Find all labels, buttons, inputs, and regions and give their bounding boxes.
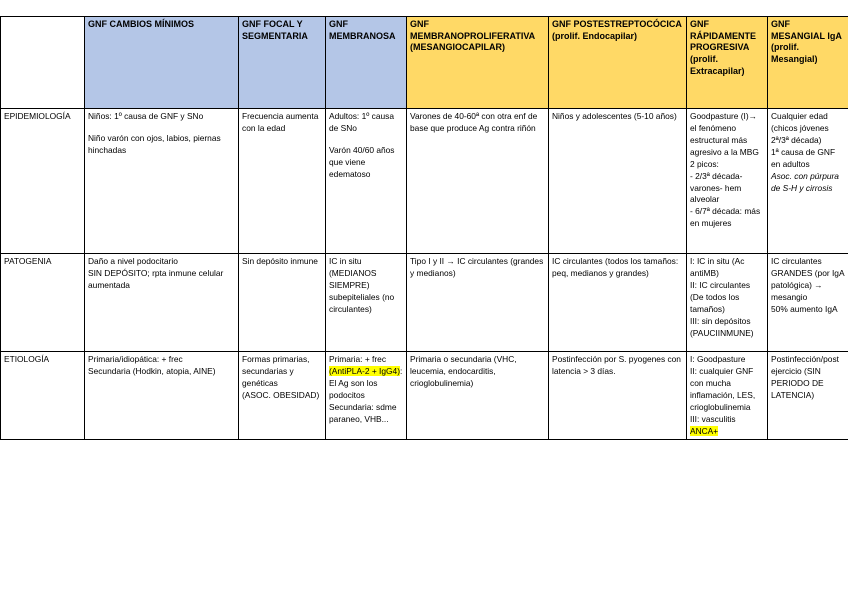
table-cell: [407, 109, 549, 254]
cell-line: Secundaria: sdme paraneo, VHB...: [329, 401, 397, 424]
cell-gap: [329, 135, 403, 145]
cell-line: I: IC in situ (Ac antiMB): [690, 256, 745, 278]
header-gnf-cambios-minimos: GNF CAMBIOS MÍNIMOS: [85, 17, 239, 109]
header-gnf-membranoproliferativa: GNF MEMBRANOPROLIFERATIVA (MESANGIOCAPILAR): [407, 17, 549, 109]
cell-gap: [88, 123, 235, 133]
table-cell: [326, 254, 407, 352]
header-gnf-membranosa: GNF MEMBRANOSA: [326, 17, 407, 109]
table-cell: [549, 352, 687, 440]
cell-line: IC in situ (MEDIANOS SIEMPRE) subepiteliales (no circulantes): [329, 256, 395, 314]
cell-line: IC circulantes GRANDES (por IgA patológica) → mesangio: [771, 256, 845, 302]
row-label-etiologia: ETIOLOGÍA: [1, 352, 85, 440]
cell-line: Formas primarias, secundarias y genéticas: [242, 354, 310, 388]
cell-line: [329, 366, 403, 402]
header-gnf-rapidamente-progresiva: GNF RÁPIDAMENTE PROGRESIVA (prolif. Extracapilar): [687, 17, 768, 109]
cell-line: 1ª causa de GNF en adultos: [771, 146, 836, 169]
cell-line: Niños y adolescentes (5-10 años): [552, 111, 677, 121]
table-cell: [239, 352, 326, 440]
cell-line: III: sin depósitos (PAUCIINMUNE): [690, 315, 754, 338]
table-cell: [407, 352, 549, 440]
highlight-anca: ANCA+: [690, 425, 719, 436]
table-row-epidemiologia: [1, 109, 848, 254]
highlight-anti-pla2: (AntiPLA-2 + IgG4): [329, 365, 400, 376]
cell-line: SIN DEPÓSITO; rpta inmune celular aumentada: [88, 267, 224, 290]
header-gnf-postestreptococica: GNF POSTESTREPTOCÓCICA (prolif. Endocapilar): [549, 17, 687, 109]
table-cell: [85, 109, 239, 254]
cell-line: (ASOC. OBESIDAD): [242, 389, 320, 400]
cell-line: - 2/3ª década- varones- hem alveolar: [690, 170, 743, 205]
cell-line: Sin depósito inmune: [242, 256, 318, 266]
table-cell: [326, 109, 407, 254]
cell-line: Goodpasture (I)→ el fenómeno estructural más agresivo a la MBG: [690, 111, 759, 157]
cell-line: Primaria o secundaria (VHC, leucemia, endocarditis, crioglobulinemia): [410, 354, 517, 388]
cell-line: Secundaria (Hodkin, atopia, AINE): [88, 365, 216, 376]
table-cell: [549, 109, 687, 254]
cell-line: - 6/7ª década: más en mujeres: [690, 206, 761, 229]
cell-line: Cualquier edad (chicos jóvenes 2ª/3ª década): [771, 111, 829, 145]
cell-line: Niño varón con ojos, labios, piernas hinchadas: [88, 132, 221, 155]
table-cell: [239, 254, 326, 352]
table-cell: [407, 254, 549, 352]
header-gnf-focal-segmentaria: GNF FOCAL Y SEGMENTARIA: [239, 17, 326, 109]
cell-line-rest: : El Ag son los podocitos: [329, 365, 403, 400]
row-label-epidemiologia: EPIDEMIOLOGÍA: [1, 109, 85, 254]
row-label-patogenia: PATOGENIA: [1, 254, 85, 352]
header-corner: [1, 17, 85, 109]
table-cell: [326, 352, 407, 440]
cell-line: Varones de 40-60ª con otra enf de base que produce Ag contra riñón: [410, 111, 538, 133]
table-cell: [239, 109, 326, 254]
cell-line: Niños: 1º causa de GNF y SNo: [88, 111, 204, 121]
cell-line: Primaria/idiopática: + frec: [88, 354, 183, 364]
table-cell: [687, 109, 768, 254]
cell-line: Postinfección por S. pyogenes con latencia > 3 días.: [552, 354, 681, 376]
cell-line: III: vasculitis: [690, 413, 736, 424]
table-cell: [85, 352, 239, 440]
cell-line: Frecuencia aumenta con la edad: [242, 111, 319, 133]
cell-line: 2 picos:: [690, 158, 719, 169]
cell-line: Varón 40/60 años que viene edematoso: [329, 144, 395, 179]
cell-line: Daño a nivel podocitario: [88, 256, 178, 266]
cell-line: IC circulantes (todos los tamaños: peq, medianos y grandes): [552, 256, 679, 278]
table-row-etiologia: [1, 352, 848, 440]
cell-line: Adultos: 1º causa de SNo: [329, 111, 394, 133]
table-cell: [768, 109, 848, 254]
cell-line: Primaria: + frec: [329, 354, 387, 364]
table-cell: [687, 254, 768, 352]
table-cell: [768, 352, 848, 440]
cell-line: I: Goodpasture: [690, 354, 746, 364]
cell-line: II: IC circulantes (De todos los tamaños): [690, 279, 751, 314]
table-cell: [768, 254, 848, 352]
glomerulonephritis-table: [0, 16, 848, 440]
header-row: [1, 17, 848, 109]
cell-line: II: cualquier GNF con mucha inflamación, LES, crioglobulinemia: [690, 365, 756, 412]
cell-line: [690, 426, 764, 438]
table-cell: [687, 352, 768, 440]
cell-line: 50% aumento IgA: [771, 303, 838, 314]
cell-line-italic: Asoc. con púrpura de S-H y cirrosis: [771, 170, 839, 193]
cell-line: Postinfección/post ejercicio (SIN PERIODO DE LATENCIA): [771, 354, 839, 400]
header-gnf-mesangial-iga: GNF MESANGIAL IgA (prolif. Mesangial): [768, 17, 848, 109]
cell-line: Tipo I y II → IC circulantes (grandes y medianos): [410, 256, 544, 278]
table-cell: [85, 254, 239, 352]
table-row-patogenia: [1, 254, 848, 352]
table-cell: [549, 254, 687, 352]
